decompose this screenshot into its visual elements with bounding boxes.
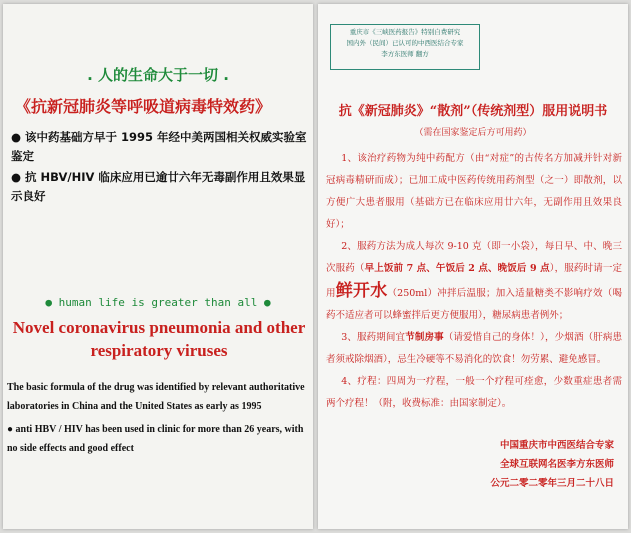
stamp-line-3: 李方东医师 翻方: [381, 50, 429, 58]
dosage-times: 早上饭前 7 点、午饭后 2 点、晚饭后 9 点: [364, 263, 550, 274]
cn-slogan: . 人的生命大于一切 .: [87, 66, 229, 84]
instruction-item-1: 1、该治疗药物为纯中药配方（由“对症”的古传名方加减并针对新冠病毒精研而成）；已加工成中医药传统用药剂型（之一）即散剂，以方便广大患者服用（基础方已在临床应用廿六年，无副作用且效果良好）；: [326, 153, 622, 230]
instruction-item-2: 2、服药方法为成人每次 9-10 克（即一小袋），每日早、中、晚三次服药（早上饭前 7 点、午饭后 2 点、晚饭后 9 点），服药时请一定用鲜开水（250ml）冲拌后温服；加入适量糖类不影响疗效（喝药不适应者可以蜂蜜拌后更方便服用），糖尿病患者例外；: [326, 241, 622, 321]
en-title: Novel coronavirus pneumonia and other respiratory viruses: [12, 318, 306, 360]
en-body: [7, 378, 313, 462]
instructions-title: 抗《新冠肺炎》“散剂”（传统剂型）服用说明书: [338, 104, 608, 119]
en-paragraph-2: ● anti HBV / HIV has been used in clinic for more than 26 years, with no side effects and good effect: [7, 424, 304, 454]
signature-block: [490, 436, 614, 493]
en-paragraph-1: The basic formula of the drug was identified by relevant authoritative laboratories in China and the United States as early as 1995: [7, 382, 305, 412]
cn-bullets: [11, 128, 307, 208]
stamp-line-1: 重庆市《三峡医药报告》特别自费研究: [349, 28, 461, 36]
en-slogan-text: human life is greater than all: [58, 296, 258, 309]
stamp-line-2: 国内外（民间）已认可的中西医结合专家: [346, 39, 464, 47]
instructions-subtitle: （需在国家鉴定后方可用药）: [414, 128, 532, 138]
signature-line-1: 中国重庆市中西医结合专家: [499, 440, 614, 451]
right-page: [318, 4, 628, 529]
left-page: [3, 4, 313, 529]
cn-title: 《抗新冠肺炎等呼吸道病毒特效药》: [15, 97, 272, 116]
header-stamp: [330, 24, 480, 70]
signature-line-2: 全球互联网名医李方东医师: [499, 459, 614, 470]
cn-bullet-2: ● 抗 HBV/HIV 临床应用已逾廿六年无毒副作用且效果显示良好: [11, 170, 306, 203]
signature-date: 公元二零二零年三月二十八日: [490, 478, 614, 489]
abstinence-note: 节制房事: [405, 332, 444, 343]
instruction-item-4: 4、疗程：四周为一疗程，一般一个疗程可痊愈，少数重症患者需两个疗程！（附，收费标准：由国家制定）。: [326, 376, 622, 409]
cn-bullet-1: ● 该中药基础方早于 1995 年经中美两国相关权威实验室鉴定: [11, 130, 307, 163]
bullet-dot-icon: ●: [45, 296, 53, 309]
instructions-body: [326, 148, 622, 415]
en-slogan: [3, 296, 313, 309]
fresh-boiled-water: 鲜开水: [335, 281, 388, 301]
instruction-item-3: 3、服药期间宜节制房事（请爱惜自己的身体！），少烟酒（肝病患者须戒除烟酒），忌生冷硬等不易消化的饮食！勿劳累、避免感冒。: [326, 332, 622, 365]
bullet-dot-icon: ●: [263, 296, 271, 309]
